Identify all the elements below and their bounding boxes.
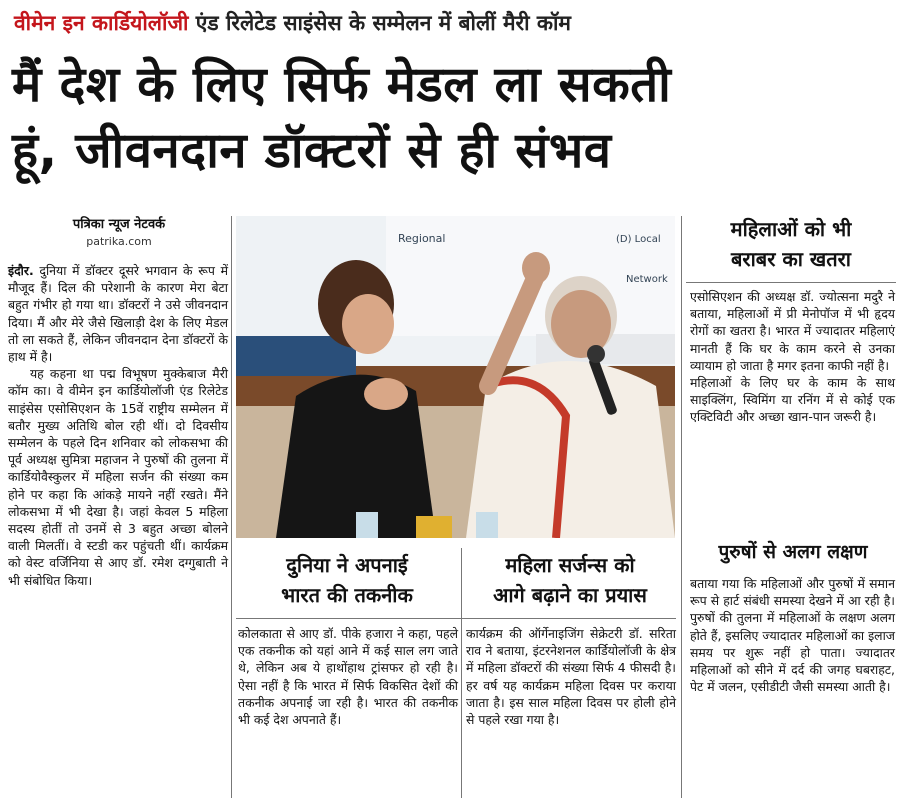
kicker-text: एंड रिलेटेड साइंसेस के सम्मेलन में बोलीं मैरी कॉम (188, 11, 571, 35)
subhead-women-surgeons-line-2: आगे बढ़ाने का प्रयास (493, 583, 647, 607)
mid-left-paragraph: कोलकाता से आए डॉ. पीके हजारा ने कहा, पहले एक तकनीक को यहां आने में कई साल लग जाते थे, लेकिन अब ये हाथोंहाथ ट्रांसफर हो रही है। ऐसा नहीं है कि भारत में सिर्फ विकसित देशों की तकनीक अपनाई जा रही है। भारत की तकनीक भी कई देश अपनाते हैं। (238, 626, 458, 728)
right-paragraph-3: बताया गया कि महिलाओं और पुरुषों में समान रूप से हार्ट संबंधी समस्या देखने में आ रही है। पुरुषों की तुलना में महिलाओं के लक्षण अलग होते हैं, इसलिए ज्यादातर महिलाओं का इलाज समय पर शुरू नहीं हो पाता। ज्यादातर महिलाओं को सीने में दर्द की जगह घबराहट, पेट में जलन, एसीडीटी जैसी समस्या आती है। (690, 576, 895, 695)
subhead-women-surgeons-line-1: महिला सर्जन्स को (505, 553, 635, 577)
dateline: इंदौर. (8, 263, 34, 278)
byline (8, 214, 230, 248)
photo-illustration (236, 216, 675, 538)
subhead-world-adopts-line-1: दुनिया ने अपनाई (286, 553, 408, 577)
subhead-women-surgeons (464, 550, 676, 610)
left-column (8, 262, 228, 589)
subhead-different-symptoms: पुरुषों से अलग लक्षण (718, 541, 868, 563)
left-paragraph-1-text: दुनिया में डॉक्टर दूसरे भगवान के रूप में मौजूद हैं। दिल की परेशानी के कारण मेरा बेटा बहुत गंभीर हो गया था। डॉक्टरों ने उसे जीवनदान दिया। मैं और मेरे जैसे खिलाड़ी देश के लिए मेडल तो ला सकते हैं, लेकिन जीवनदान देना डॉक्टरों के हाथ में है। (8, 263, 228, 365)
headline-line-1: मैं देश के लिए सिर्फ मेडल ला सकती (12, 56, 672, 113)
right-paragraph-1: एसोसिएशन की अध्यक्ष डॉ. ज्योत्सना मदुरै ने बताया, महिलाओं में प्री मेनोपॉज में भी हृदय रोगों का खतरा है। भारत में ज्यादातर महिलाएं मानती हैं कि घर के काम करने से उनका व्यायाम हो जाता है मगर इतना काफी नहीं है। (690, 289, 895, 373)
divider-under-subheads (236, 618, 676, 619)
divider-mid (461, 548, 462, 798)
right-box-heading-line-1: महिलाओं को भी (730, 217, 852, 241)
subhead-world-adopts (236, 550, 458, 610)
right-box-heading-line-2: बराबर का खतरा (731, 247, 851, 271)
right-paragraph-2: महिलाओं के लिए घर के काम के साथ साइक्लिंग, स्विमिंग या रनिंग में से कोई एक एक्टिविटी और अच्छा खान-पान जरूरी है। (690, 375, 895, 425)
headline-line-2: हूं, जीवनदान डॉक्टरों से ही संभव (12, 122, 612, 179)
mid-right-paragraph: कार्यक्रम की ऑर्गेनाइजिंग सेक्रेटरी डॉ. सरिता राव ने बताया, इंटरनेशनल कार्डियोलॉजी के क्षेत्र में महिला डॉक्टरों की संख्या सिर्फ 4 फीसदी है। हर वर्ष यह कार्यक्रम महिला दिवस पर कराया जाता है। इस साल महिला दिवस पर होली होने से पहले रखा गया है। (466, 626, 676, 728)
mid-right-column (466, 625, 676, 728)
divider-left (231, 216, 232, 798)
divider-right (681, 216, 682, 798)
divider-right-box (686, 282, 896, 283)
right-column-bottom (690, 575, 895, 695)
event-photo (236, 216, 675, 538)
byline-site: patrika.com (86, 235, 152, 248)
kicker (14, 6, 888, 40)
headline (12, 52, 892, 184)
banner-text-1: Regional (398, 232, 446, 245)
left-paragraph-2: यह कहना था पद्म विभूषण मुक्केबाज मैरी कॉम का। वे वीमेन इन कार्डियोलॉजी एंड रिलेटेड साइंसेस एसोसिएशन के 15वें राष्ट्रीय सम्मेलन में बतौर मुख्य अतिथि बोल रही थीं। दो दिवसीय सम्मेलन के पहले दिन शनिवार को लोकसभा की पूर्व अध्यक्ष सुमित्रा महाजन ने पुरुषों की तुलना में कार्डियोवैस्कुलर में महिला सर्जन की संख्या कम होने पर कहा कि आंकड़े मायने नहीं रखते। मैंने लोकसभा में भी देखा है। जहां केवल 5 महिला सदस्य होतीं तो उनमें से 3 बहुत अच्छा बोलने वाली मिलतीं। वे स्टडी कर पहुंचती थीं। कार्यक्रम को वेस्ट वर्जिनिया से आए डॉ. रमेश दग्गुबाती ने भी संबोधित किया। (8, 366, 228, 588)
banner-text-3: (D) Local (616, 234, 661, 245)
kicker-highlight: वीमेन इन कार्डियोलॉजी (14, 11, 189, 35)
left-paragraph-1 (8, 262, 228, 365)
banner-text-2: Network (626, 274, 668, 285)
subhead-world-adopts-line-2: भारत की तकनीक (281, 583, 413, 607)
right-box-heading (686, 214, 896, 274)
mid-left-column (238, 625, 458, 728)
byline-agency: पत्रिका न्यूज नेटवर्क (72, 217, 166, 232)
right-column-top (690, 288, 895, 426)
